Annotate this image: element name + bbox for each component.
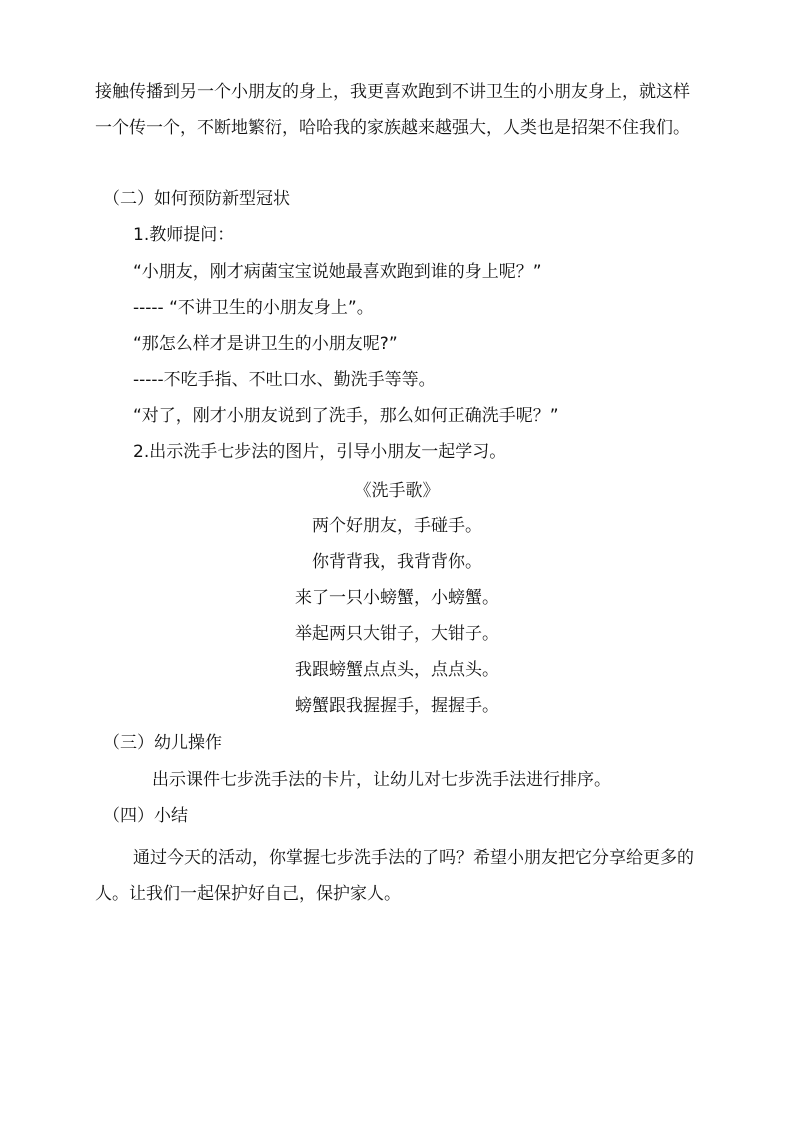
section-heading-2: （二）如何预防新型冠状 [103,189,290,209]
section-heading-3: （三）幼儿操作 [103,733,222,753]
teacher-question-2: “那怎么样才是讲卫生的小朋友呢?” [133,334,398,354]
intro-paragraph: 接触传播到另一个小朋友的身上，我更喜欢跑到不讲卫生的小朋友身上，就这样一个传一个，不断地繁衍，哈哈我的家族越来越强大，人类也是招架不住我们。 [95,82,690,138]
song-line: 来了一只小螃蟹，小螃蟹。 [295,588,499,608]
song-line: 你背背我，我背背你。 [312,552,482,572]
teacher-question-3: “对了，刚才小朋友说到了洗手，那么如何正确洗手呢？” [133,406,559,426]
list-item-2: 2.出示洗手七步法的图片，引导小朋友一起学习。 [133,442,507,462]
song-title: 《洗手歌》 [354,481,440,501]
answer-1: ----- “不讲卫生的小朋友身上”。 [133,298,374,318]
teacher-question-1: “小朋友，刚才病菌宝宝说她最喜欢跑到谁的身上呢？” [133,262,542,282]
summary-paragraph: 通过今天的活动，你掌握七步洗手法的了吗？希望小朋友把它分享给更多的人。让我们一起保护好自己，保护家人。 [95,848,694,904]
answer-2: -----不吃手指、不吐口水、勤洗手等等。 [133,370,436,390]
list-item-1: 1.教师提问： [133,225,235,245]
song-line: 螃蟹跟我握握手，握握手。 [295,696,499,716]
song-line: 举起两只大钳子，大钳子。 [295,624,499,644]
song-line: 两个好朋友，手碰手。 [312,516,482,536]
section-3-text: 出示课件七步洗手法的卡片，让幼儿对七步洗手法进行排序。 [152,770,611,790]
section-heading-4: （四）小结 [103,806,188,826]
song-line: 我跟螃蟹点点头，点点头。 [295,660,499,680]
